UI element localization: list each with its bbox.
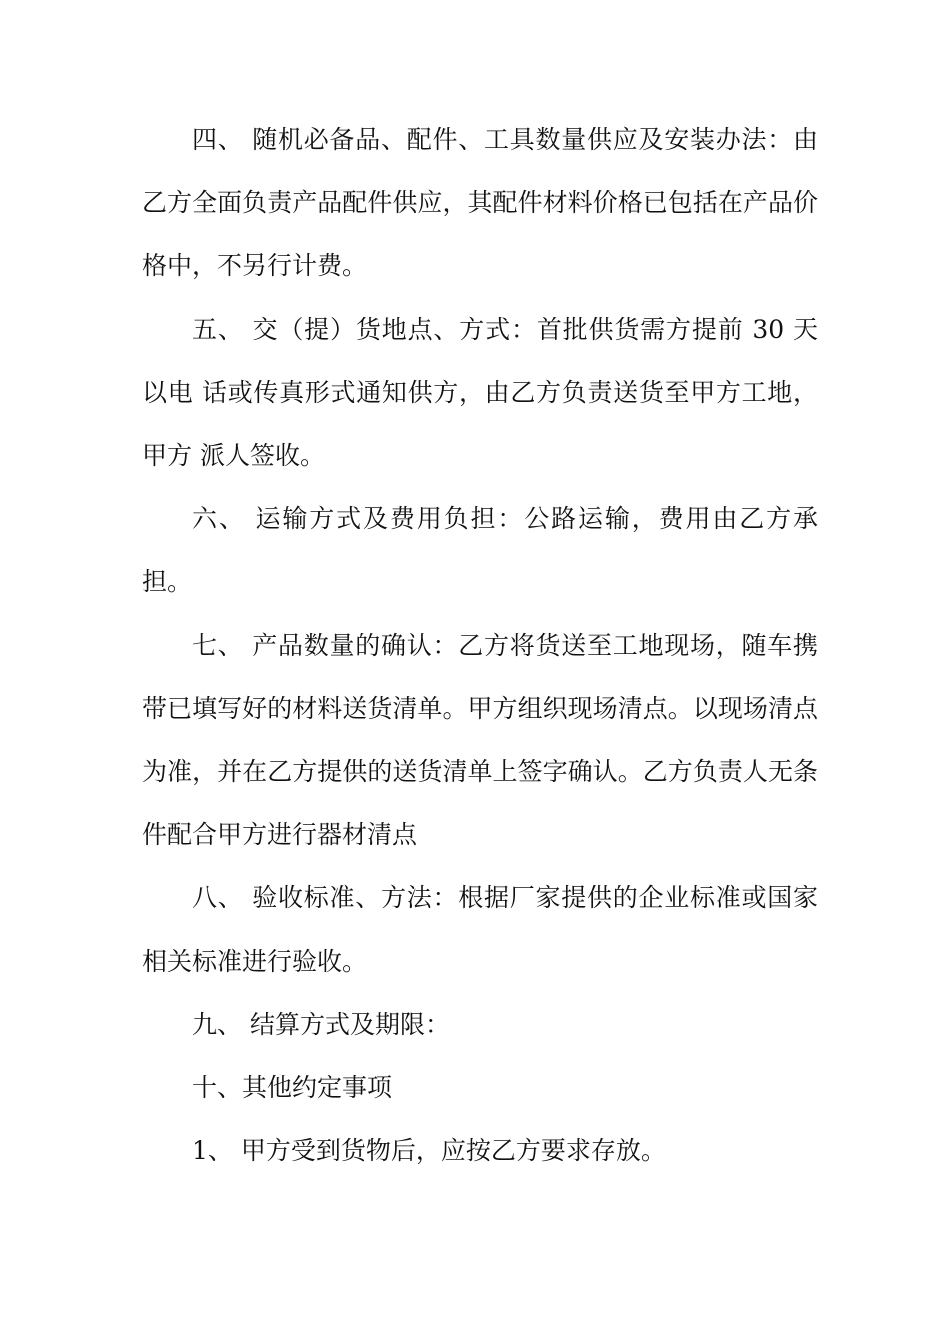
clause-7-paragraph: 七、 产品数量的确认：乙方将货送至工地现场，随车携带已填写好的材料送货清单。甲方组织现场清点。以现场清点为准，并在乙方提供的送货清单上签字确认。乙方负责人无条件配合甲方进行器材清点 xyxy=(142,630,818,850)
clause-4-paragraph: 四、 随机必备品、配件、工具数量供应及安装办法：由乙方全面负责产品配件供应，其配件材料价格已包括在产品价格中，不另行计费。 xyxy=(142,125,818,281)
clause-10-heading: 十、其他约定事项 xyxy=(192,1073,393,1103)
clause-10-item-1: 1、 甲方受到货物后，应按乙方要求存放。 xyxy=(192,1136,666,1166)
document-body xyxy=(142,108,818,1182)
clause-5-paragraph: 五、 交（提）货地点、方式：首批供货需方提前 30 天以电 话或传真形式通知供方，由乙方负责送货至甲方工地，甲方 派人签收。 xyxy=(142,314,818,471)
clause-6-paragraph: 六、 运输方式及费用负担：公路运输，费用由乙方承担。 xyxy=(142,504,818,597)
clause-9-paragraph: 九、 结算方式及期限： xyxy=(192,1009,450,1039)
clause-8-paragraph: 八、 验收标准、方法：根据厂家提供的企业标准或国家相关标准进行验收。 xyxy=(142,883,818,976)
